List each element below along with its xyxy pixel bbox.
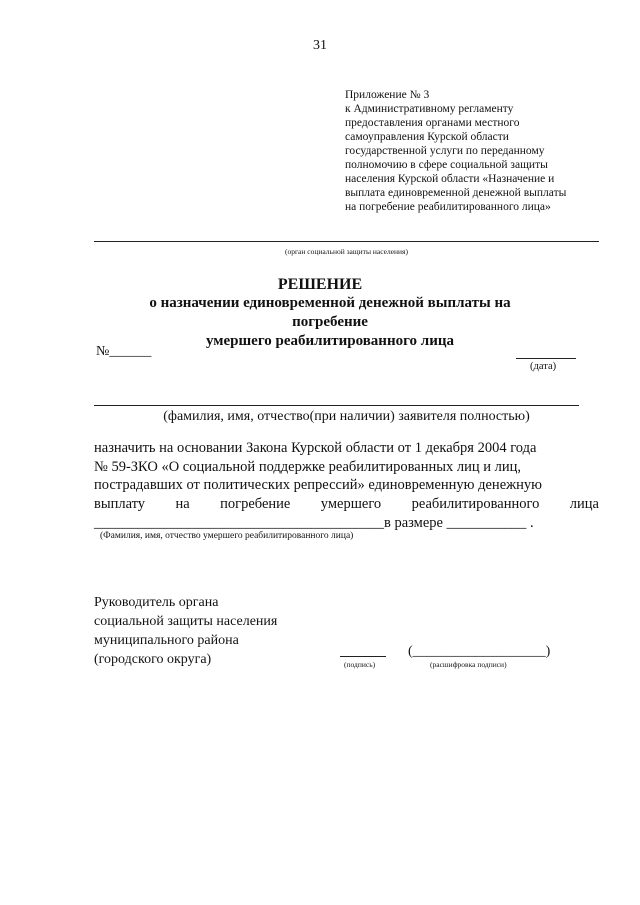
org-name-line [94,241,599,242]
appendix-line: предоставления органами местного [345,117,520,129]
page-number: 31 [313,38,327,53]
signatory-line: Руководитель органа [94,595,219,610]
subtitle-line: умершего реабилитированного лица [206,333,454,349]
applicant-caption: (фамилия, имя, отчество(при наличии) заявителя полностью) [163,409,530,424]
appendix-line: выплата единовременной денежной выплаты [345,187,567,199]
signatory-block [94,593,277,669]
signatory-line: социальной защиты населения [94,614,278,629]
body-word: на [175,496,190,512]
appendix-line: самоуправления Курской области [345,131,509,143]
date-caption: (дата) [530,361,557,372]
body-line-1: назначить на основании Закона Курской области от 1 декабря 2004 года [94,440,537,456]
appendix-line: полномочию в сфере социальной защиты [345,159,548,171]
body-line-2: № 59-ЗКО «О социальной поддержке реабилитированных лиц и лиц, [94,459,522,475]
appendix-line: Приложение № 3 [345,89,430,101]
body-line-3: пострадавших от политических репрессий» единовременную денежную [94,477,542,493]
deceased-caption: (Фамилия, имя, отчество умершего реабилитированного лица) [100,531,354,541]
decision-number-field: №______ [96,344,152,359]
body-word: выплату [94,496,146,512]
appendix-line: на погребение реабилитированного лица» [345,201,551,213]
document-title: РЕШЕНИЕ [277,276,363,293]
signature-decode-field: (___________________) [408,644,551,659]
body-word: погребение [220,496,291,512]
appendix-line: населения Курской области «Назначение и [345,173,555,185]
date-field-line [516,358,576,359]
signature-caption: (подпись) [344,660,376,669]
document-subtitle [110,294,550,351]
body-line-4 [94,496,599,513]
signatory-line: (городского округа) [94,652,212,667]
signature-decode-caption: (расшифровка подписи) [430,660,507,669]
signature-line [340,656,386,657]
body-word: умершего [320,496,382,512]
deceased-and-amount-line: ________________________________________в размере ___________ . [94,515,534,531]
org-caption: (орган социальной защиты населения) [284,247,409,256]
applicant-name-line [94,405,579,406]
body-word: реабилитированного [411,496,540,512]
appendix-line: к Административному регламенту [345,103,514,115]
signatory-line: муниципального района [94,633,239,648]
appendix-header [345,88,585,214]
body-word: лица [569,496,599,512]
appendix-line: государственной услуги по переданному [345,145,545,157]
subtitle-line: о назначении единовременной денежной выплаты на погребение [149,295,511,330]
